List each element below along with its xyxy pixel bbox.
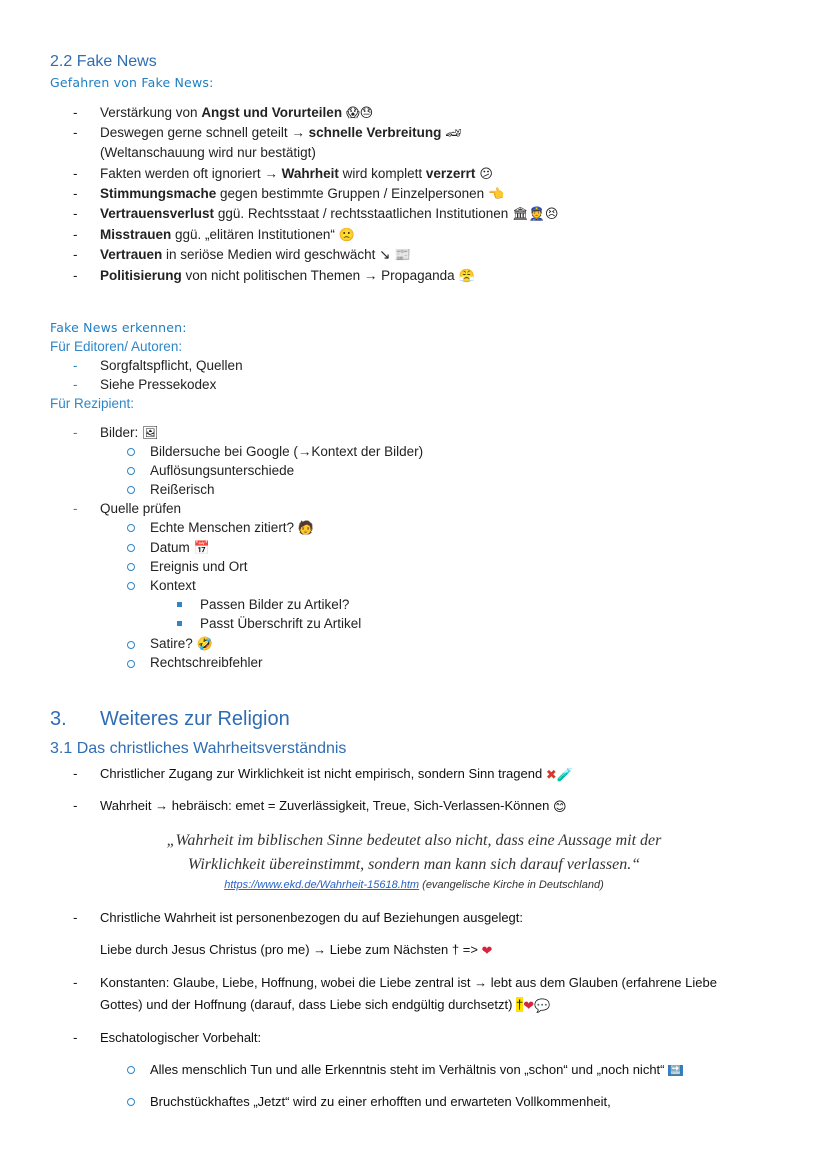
list-dash: - [73, 166, 78, 181]
bilder-subitem: Auflösungsunterschiede [150, 463, 295, 478]
gefahren-item [100, 247, 411, 263]
gefahren-bold-text: Wahrheit [281, 166, 339, 181]
gefahren-title: Gefahren von Fake News: [50, 75, 214, 90]
religion-item: Konstanten: Glaube, Liebe, Hoffnung, wobei die Liebe zentral ist → lebt aus dem Glauben (erfahrene Liebe [100, 975, 717, 990]
list-dash: - [73, 186, 78, 201]
gefahren-text: ggü. „elitären Institutionen“ [171, 227, 335, 242]
list-dash: - [73, 377, 78, 392]
rezipient-title: Für Rezipient: [50, 396, 135, 411]
list-dash: - [73, 268, 78, 283]
gefahren-text: in seriöse Medien wird geschwächt ↘ [162, 247, 391, 262]
picture-icon: 🖼 [142, 425, 159, 441]
religion-text: Wahrheit → hebräisch: emet = Zuverlässigkeit, Treue, Sich-Verlassen-Können [100, 798, 550, 813]
laughing-icon: 🤣 [196, 636, 213, 652]
quelle-text: Satire? [150, 636, 193, 651]
gefahren-emoji-icon: 🏛👮😣 [512, 206, 559, 222]
religion-text: Liebe durch Jesus Christus (pro me) → Liebe zum Nächsten [100, 942, 449, 957]
source-link[interactable]: https://www.ekd.de/Wahrheit-15618.htm [224, 879, 420, 891]
calendar-icon: 📅 [193, 540, 210, 556]
list-dash: - [73, 798, 78, 813]
eschatology-subitem: Bruchstückhaftes „Jetzt“ wird zu einer erhofften und erwarteten Vollkommenheit, [150, 1094, 611, 1109]
cross-symbol: † [451, 942, 460, 957]
quelle-subitem [150, 636, 213, 652]
soon-icon: 🔜 [670, 1065, 682, 1076]
gefahren-bold-text: Misstrauen [100, 227, 172, 242]
kontext-subitem: Passen Bilder zu Artikel? [200, 597, 350, 612]
gefahren-emoji-icon: 😤 [458, 268, 475, 284]
circle-bullet [127, 563, 135, 571]
gefahren-text: Fakten werden oft ignoriert → [100, 166, 282, 181]
cross-symbol-highlighted: † [516, 997, 524, 1012]
religion-text: Christlicher Zugang zur Wirklichkeit ist nicht empirisch, sondern Sinn tragend [100, 766, 543, 781]
quelle-label: Quelle prüfen [100, 501, 182, 516]
gefahren-emoji-icon: 😕 [479, 166, 493, 182]
religion-item-continuation [100, 942, 492, 959]
quelle-text: Datum [150, 540, 190, 555]
chapter-heading: Weiteres zur Religion [100, 708, 290, 730]
religion-item-continuation [100, 997, 550, 1014]
person-icon: 🧑 [297, 520, 315, 536]
gefahren-emoji-icon: 🏎 [445, 125, 462, 141]
quelle-text: Echte Menschen zitiert? [150, 520, 295, 535]
heart-speech-icon: ❤💬 [523, 997, 551, 1013]
list-dash: - [73, 227, 78, 242]
list-dash: - [73, 1030, 78, 1045]
gefahren-item [100, 206, 558, 222]
circle-bullet [127, 467, 135, 475]
eschatology-subitem [150, 1062, 683, 1077]
chapter-number: 3. [50, 708, 67, 730]
gefahren-bold-text: Stimmungsmache [100, 186, 217, 201]
smiling-icon: 😊 [552, 798, 567, 814]
heart-icon: ❤ [481, 942, 493, 958]
list-dash: - [73, 247, 78, 262]
religion-item [100, 766, 573, 783]
gefahren-emoji-icon: 👈 [488, 186, 505, 202]
gefahren-item [100, 105, 373, 121]
gefahren-item [100, 268, 475, 284]
circle-bullet [127, 486, 135, 494]
gefahren-text: wird komplett [338, 166, 426, 181]
circle-bullet [127, 1066, 135, 1074]
gefahren-item [100, 227, 355, 243]
gefahren-emoji-icon: 📰 [394, 247, 411, 263]
gefahren-text: Verstärkung von [100, 105, 202, 120]
bilder-item [100, 425, 159, 441]
religion-item: Christliche Wahrheit ist personenbezogen du auf Beziehungen ausgelegt: [100, 910, 524, 925]
list-dash: - [73, 425, 78, 440]
gefahren-bold-text: verzerrt [425, 166, 476, 181]
list-dash: - [73, 125, 78, 140]
religion-item: Eschatologischer Vorbehalt: [100, 1030, 262, 1045]
circle-bullet [127, 1098, 135, 1106]
editoren-item: Siehe Pressekodex [100, 377, 217, 392]
list-dash: - [73, 105, 78, 120]
religion-text: Alles menschlich Tun und alle Erkenntnis steht im Verhältnis von „schon“ und „noch nicht“ [150, 1062, 665, 1077]
editoren-title: Für Editoren/ Autoren: [50, 339, 183, 354]
source-note: (evangelische Kirche in Deutschland) [419, 879, 604, 891]
arrow-text: => [459, 942, 482, 957]
kontext-subitem: Passt Überschrift zu Artikel [200, 616, 362, 631]
list-dash: - [73, 766, 78, 781]
square-bullet [177, 621, 182, 626]
gefahren-bold-text: schnelle Verbreitung [308, 125, 442, 140]
bilder-subitem: Reißerisch [150, 482, 215, 497]
bilder-subitem: Bildersuche bei Google (→Kontext der Bilder) [150, 444, 424, 459]
gefahren-item [100, 186, 504, 202]
gefahren-text: ggü. Rechtsstaat / rechtsstaatlichen Institutionen [214, 206, 509, 221]
quelle-subitem: Rechtschreibfehler [150, 655, 263, 670]
section-heading-wahrheit: 3.1 Das christliches Wahrheitsverständnis [50, 740, 347, 757]
editoren-item: Sorgfaltspflicht, Quellen [100, 358, 243, 373]
gefahren-bold-text: Vertrauen [100, 247, 163, 262]
gefahren-item [100, 125, 462, 141]
gefahren-emoji-icon: 😱😓 [346, 105, 374, 121]
bilder-label: Bilder: [100, 425, 139, 440]
quote-line: Wirklichkeit übereinstimmt, sondern man kann sich darauf verlassen.“ [187, 856, 641, 873]
gefahren-emoji-icon: 🙁 [338, 227, 356, 243]
quelle-subitem [150, 520, 314, 536]
list-dash: - [73, 206, 78, 221]
section-heading-fake-news: 2.2 Fake News [50, 53, 157, 70]
gefahren-text: (Weltanschauung wird nur bestätigt) [100, 145, 316, 160]
gefahren-item [100, 145, 316, 160]
list-dash: - [73, 910, 78, 925]
quote-source [0, 879, 828, 891]
religion-item [100, 798, 567, 815]
square-bullet [177, 602, 182, 607]
gefahren-bold-text: Politisierung [100, 268, 182, 283]
quelle-subitem [150, 540, 210, 556]
gefahren-item [100, 166, 493, 182]
gefahren-bold-text: Vertrauensverlust [100, 206, 215, 221]
list-dash: - [73, 358, 78, 373]
cross-mark-icon: ✖🧪 [545, 766, 573, 782]
circle-bullet [127, 641, 135, 649]
quote-line: „Wahrheit im biblischen Sinne bedeutet also nicht, dass eine Aussage mit der [166, 832, 662, 849]
gefahren-text: Deswegen gerne schnell geteilt → [100, 125, 309, 140]
religion-text: Gottes) und der Hoffnung (darauf, dass Liebe sich endgültig durchsetzt) [100, 997, 513, 1012]
gefahren-text: von nicht politischen Themen → Propaganda [181, 268, 455, 283]
quelle-subitem: Ereignis und Ort [150, 559, 248, 574]
circle-bullet [127, 660, 135, 668]
gefahren-text: gegen bestimmte Gruppen / Einzelpersonen [216, 186, 485, 201]
erkennen-title: Fake News erkennen: [50, 320, 187, 335]
list-dash: - [73, 501, 78, 516]
circle-bullet [127, 448, 135, 456]
circle-bullet [127, 544, 135, 552]
list-dash: - [73, 975, 78, 990]
circle-bullet [127, 524, 135, 532]
gefahren-bold-text: Angst und Vorurteilen [201, 105, 343, 120]
quelle-subitem: Kontext [150, 578, 196, 593]
circle-bullet [127, 582, 135, 590]
